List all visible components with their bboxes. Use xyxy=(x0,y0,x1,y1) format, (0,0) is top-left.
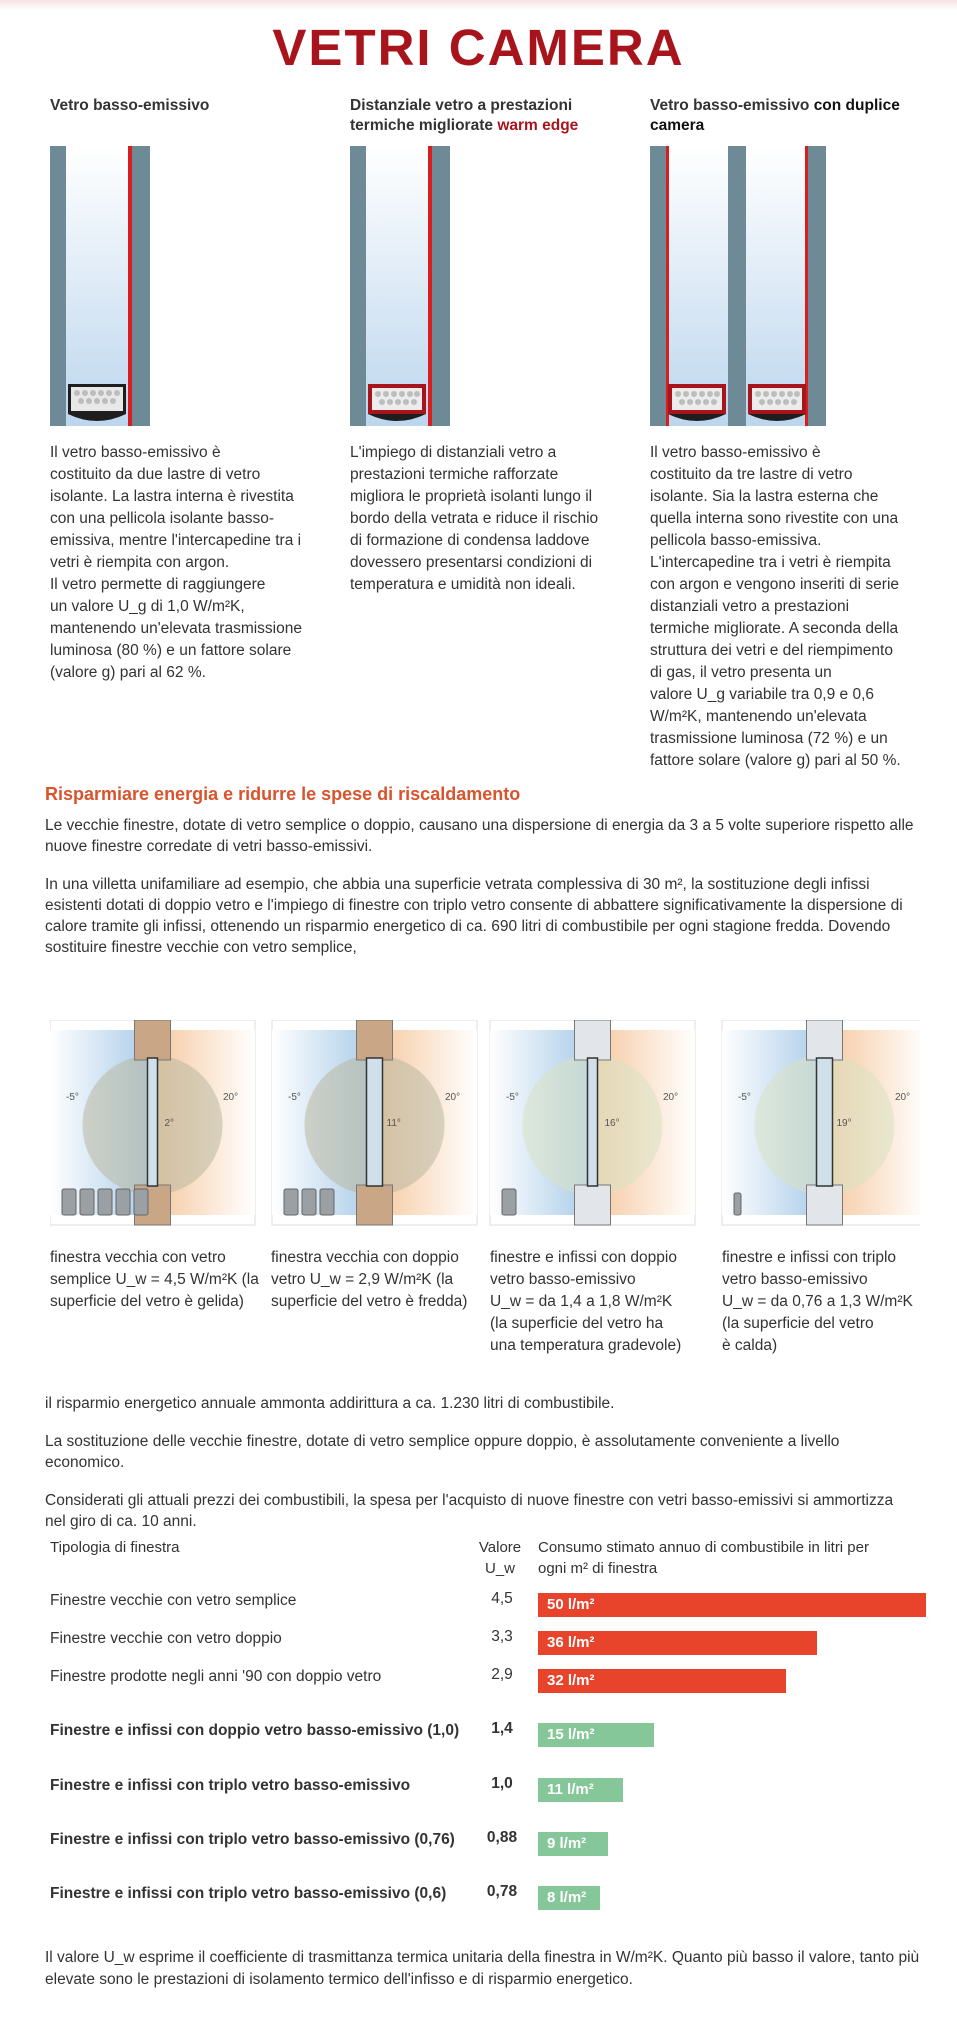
consumption-bar: 8 l/m² xyxy=(538,1886,600,1910)
top-strip xyxy=(0,0,957,10)
fuel-barrel-icon xyxy=(62,1189,76,1215)
glass-temperature-label: 11° xyxy=(386,1118,401,1129)
table-row xyxy=(50,1666,930,1706)
table-row xyxy=(50,1775,930,1815)
outside-temperature-label: -5° xyxy=(288,1092,301,1103)
row-label: Finestre vecchie con vetro doppio xyxy=(50,1630,282,1647)
table-header-type: Tipologia di finestra xyxy=(50,1539,180,1556)
row-uw-value: 1,4 xyxy=(491,1720,513,1737)
footer-note: Il valore U_w esprime il coefficiente di trasmittanza termica unitaria della finestra in W/m²K. Quanto più basso il valore, tanto più elevate sono le prestazioni di isolamento termico dell'infisso e di risparmio energetico. xyxy=(45,1949,920,1988)
row-uw-value: 0,88 xyxy=(486,1829,518,1846)
figure-caption-double-glass: finestra vecchia con doppio vetro U_w = 2,9 W/m²K (la superficie del vetro è fredda) xyxy=(271,1249,468,1310)
page-title: VETRI CAMERA xyxy=(272,19,685,76)
row-label: Finestre prodotte negli anni '90 con doppio vetro xyxy=(50,1668,382,1685)
consumption-bar: 15 l/m² xyxy=(538,1723,654,1747)
outside-temperature-label: -5° xyxy=(506,1092,519,1103)
triple-glass-illustration xyxy=(650,146,930,426)
column-heading: Distanziale vetro a prestazioni termiche migliorate warm edge xyxy=(350,97,579,134)
paragraph-example: In una villetta unifamiliare ad esempio, che abbia una superficie vetrata complessiva di 30 m², la sostituzione degli infissi esistenti dotati di doppio vetro e l'impiego di finestre con triplo vetro consente di abbattere significativamente la dispersione di calore tramite gli infissi, ottenendo un risparmio energetico di ca. 690 litri di combustibile per ogni stagione fredda. Dovendo sostituire finestre vecchie con vetro semplice, xyxy=(45,876,903,956)
table-row xyxy=(50,1720,930,1760)
fuel-barrel-icon xyxy=(502,1189,516,1215)
fuel-barrel-icon xyxy=(734,1193,741,1215)
outside-temperature-label: -5° xyxy=(66,1092,79,1103)
consumption-bar: 9 l/m² xyxy=(538,1832,608,1856)
row-label: Finestre e infissi con triplo vetro basso-emissivo xyxy=(50,1777,411,1794)
table-row xyxy=(50,1628,930,1668)
glass-temperature-label: 19° xyxy=(836,1118,852,1129)
row-uw-value: 0,78 xyxy=(486,1883,518,1900)
fuel-barrel-icon xyxy=(98,1189,112,1215)
consumption-bar: 50 l/m² xyxy=(538,1593,926,1617)
row-uw-value: 2,9 xyxy=(491,1666,513,1683)
paragraph-convenience: La sostituzione delle vecchie finestre, dotate di vetro semplice oppure doppio, è assolutamente conveniente a livello economico. xyxy=(45,1433,840,1471)
paragraph-savings: il risparmio energetico annuale ammonta addirittura a ca. 1.230 litri di combustibile. xyxy=(45,1395,615,1412)
row-label: Finestre e infissi con triplo vetro basso-emissivo (0,6) xyxy=(50,1885,447,1902)
warm-edge-illustration xyxy=(350,146,630,426)
table-row xyxy=(50,1590,930,1630)
consumption-bar: 36 l/m² xyxy=(538,1631,817,1655)
glass-temperature-label: 16° xyxy=(604,1118,620,1129)
paragraph-amortization: Considerati gli attuali prezzi dei combustibili, la spesa per l'acquisto di nuove finestre con vetri basso-emissivi si ammortizza nel giro di ca. 10 anni. xyxy=(45,1492,894,1530)
fuel-barrel-icon xyxy=(320,1189,334,1215)
figure-caption-single-glass: finestra vecchia con vetro semplice U_w = 4,5 W/m²K (la superficie del vetro è gelida) xyxy=(50,1249,259,1310)
temperature-figure xyxy=(490,1020,695,1225)
section-title: Risparmiare energia e ridurre le spese di riscaldamento xyxy=(45,784,521,804)
row-label: Finestre e infissi con doppio vetro basso-emissivo (1,0) xyxy=(50,1722,460,1739)
row-label: Finestre vecchie con vetro semplice xyxy=(50,1592,297,1609)
temperature-figure xyxy=(722,1020,920,1225)
column-heading: Vetro basso-emissivo xyxy=(50,97,210,114)
inside-temperature-label: 20° xyxy=(223,1092,239,1103)
fuel-barrel-icon xyxy=(134,1189,148,1215)
glass-temperature-label: 2° xyxy=(164,1118,175,1129)
outside-temperature-label: -5° xyxy=(738,1092,751,1103)
fuel-barrel-icon xyxy=(116,1189,130,1215)
consumption-bar: 32 l/m² xyxy=(538,1669,786,1693)
table-header-uw: Valore U_w xyxy=(478,1539,522,1577)
table-row xyxy=(50,1883,930,1923)
column-text: Il vetro basso-emissivo è costituito da due lastre di vetro isolante. La lastra interna è rivestita con una pellicola isolante basso- emissiva, mentre l'intercapedine tra i vetri è riempita con argon. Il vetro permette di raggiungere un valore U_g di 1,0 W/m²K, mantenendo un'elevata trasmissione luminosa (80 %) e un fattore solare (valore g) pari al 62 %. xyxy=(50,444,302,681)
inside-temperature-label: 20° xyxy=(445,1092,461,1103)
row-uw-value: 1,0 xyxy=(491,1775,513,1792)
fuel-barrel-icon xyxy=(80,1189,94,1215)
consumption-bar: 11 l/m² xyxy=(538,1778,623,1802)
row-label: Finestre e infissi con triplo vetro basso-emissivo (0,76) xyxy=(50,1831,455,1848)
fuel-barrel-icon xyxy=(284,1189,298,1215)
column-low-e-glass xyxy=(50,96,330,684)
column-triple-glass xyxy=(650,96,930,772)
inside-temperature-label: 20° xyxy=(895,1092,911,1103)
table-row xyxy=(50,1829,930,1869)
double-glass-illustration xyxy=(50,146,330,426)
inside-temperature-label: 20° xyxy=(663,1092,679,1103)
row-uw-value: 3,3 xyxy=(491,1628,513,1645)
temperature-figure xyxy=(50,1020,255,1225)
row-uw-value: 4,5 xyxy=(491,1590,513,1607)
figure-caption-double-low-e: finestre e infissi con doppio vetro basso-emissivo U_w = da 1,4 a 1,8 W/m²K (la superficie del vetro ha una temperatura gradevole) xyxy=(490,1249,682,1354)
table-header-consumption: Consumo stimato annuo di combustibile in litri per ogni m² di finestra xyxy=(538,1539,869,1577)
temperature-figure xyxy=(272,1020,477,1225)
figure-caption-triple-low-e: finestre e infissi con triplo vetro basso-emissivo U_w = da 0,76 a 1,3 W/m²K (la superficie del vetro è calda) xyxy=(722,1249,913,1354)
fuel-barrel-icon xyxy=(302,1189,316,1215)
paragraph-intro: Le vecchie finestre, dotate di vetro semplice o doppio, causano una dispersione di energia da 3 a 5 volte superiore rispetto alle nuove finestre corredate di vetri basso-emissivi. xyxy=(45,817,914,855)
column-text: L'impiego di distanziali vetro a prestazioni termiche rafforzate migliora le proprietà isolanti lungo il bordo della vetrata e riduce il rischio di formazione di condensa laddove dovessero presentarsi condizioni di temperatura e umidità non ideali. xyxy=(350,444,599,593)
column-warm-edge xyxy=(350,96,630,596)
column-heading: Vetro basso-emissivo con duplice camera xyxy=(650,97,900,134)
window-temperature-figures xyxy=(50,1020,920,1230)
column-text: Il vetro basso-emissivo è costituito da tre lastre di vetro isolante. Sia la lastra esterna che quella interna sono rivestite con una pellicola basso-emissiva. L'intercapedine tra i vetri è riempita con argon e vengono inseriti di serie distanziali vetro a prestazioni termiche migliorate. A seconda della struttura dei vetri e del riempimento di gas, il vetro presenta un valore U_g variabile tra 0,9 e 0,6 W/m²K, mantenendo un'elevata trasmissione luminosa (72 %) e un fattore solare (valore g) pari al 50 %. xyxy=(650,444,901,769)
